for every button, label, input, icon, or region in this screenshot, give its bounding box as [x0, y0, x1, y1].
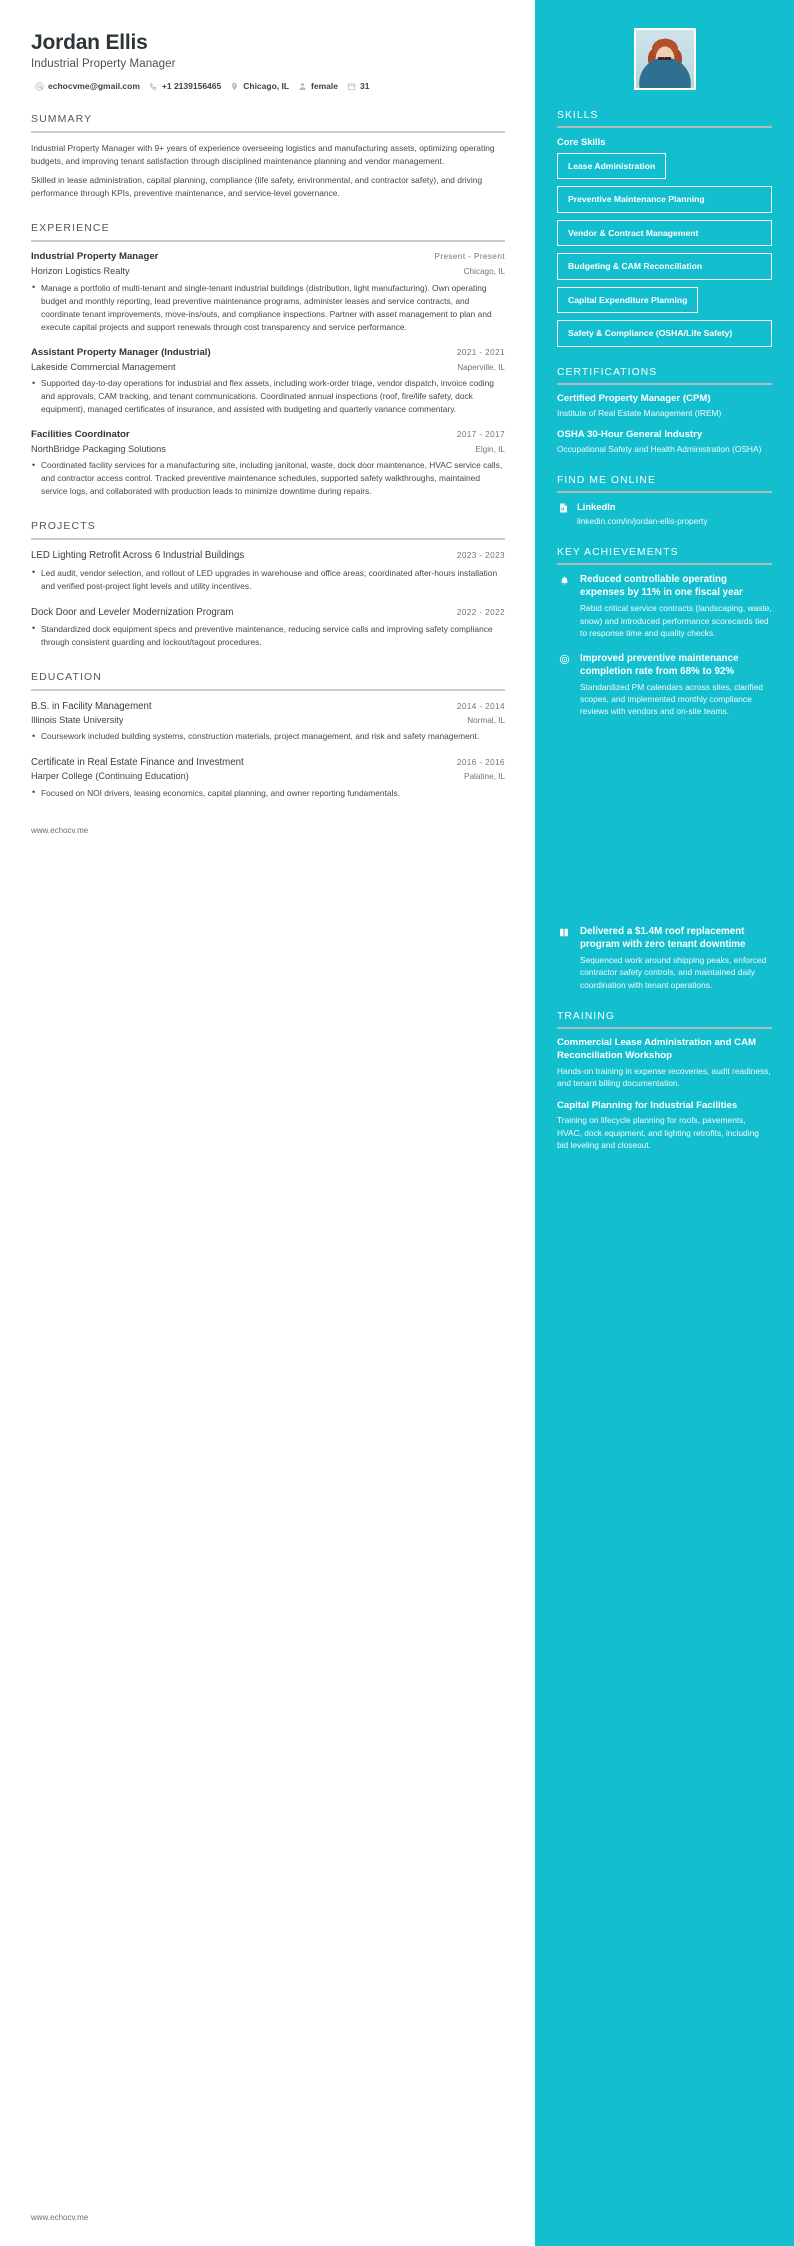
skill-chip: Lease Administration — [557, 153, 666, 179]
section-projects — [31, 520, 505, 648]
job-date: 2021 - 2021 — [456, 347, 505, 357]
certification-name: OSHA 30-Hour General Industry — [557, 428, 703, 440]
project-title: LED Lighting Retrofit Across 6 Industrial Buildings — [31, 550, 245, 562]
job-company: NorthBridge Packaging Solutions — [31, 444, 166, 455]
achievement-description: Sequenced work around shipping peaks, enforced contractor safety controls, and maintained daily coordination with tenant operations. — [580, 954, 767, 990]
section-title-projects: PROJECTS — [31, 520, 96, 533]
person-icon — [298, 82, 307, 91]
entry-header — [31, 549, 505, 562]
achievement-description: Rebid critical service contracts (landscaping, waste, snow) and introduced performance scorecards tied to response time and quality checks. — [580, 603, 772, 639]
sidebar-divider — [557, 383, 772, 385]
contact-age-value: 31 — [359, 81, 370, 92]
entry-header — [31, 347, 505, 360]
achievement-item — [557, 652, 772, 718]
training-description: Training on lifecycle planning for roofs, pavements, HVAC, dock equipment, and lighting retrofits, including bid leveling and closeout. — [557, 1115, 759, 1151]
entry-subheader — [31, 361, 505, 373]
degree-date: 2016 - 2016 — [456, 758, 505, 768]
sidebar-title-skills: SKILLS — [557, 110, 599, 121]
education-entry — [31, 700, 505, 744]
training-item — [557, 1037, 772, 1089]
degree-title: Certificate in Real Estate Finance and Investment — [31, 757, 244, 769]
column-spacer — [557, 730, 772, 925]
section-summary — [31, 113, 505, 200]
skills-subtitle: Core Skills — [557, 136, 606, 147]
achievement-title: Reduced controllable operating expenses by 11% in one fiscal year — [580, 574, 743, 599]
experience-entry — [31, 347, 505, 416]
target-icon — [557, 654, 571, 665]
contact-email — [35, 81, 140, 91]
sidebar-title-online: FIND ME ONLINE — [557, 475, 656, 487]
header-block — [31, 30, 505, 91]
entry-header — [31, 756, 505, 769]
bullet-item: • Coordinated facility services for a manufacturing site, including janitorial, waste, dock door maintenance, HVAC service calls, and contractor access control. Tracked preventive maintenance schedules, supported safety walkthroughs, maintained service logs, and collaborated with production leads to minimize downtime during repairs. — [31, 459, 505, 498]
sidebar-divider — [557, 126, 772, 128]
school-name: Illinois State University — [31, 714, 124, 725]
book-icon — [557, 927, 571, 938]
page-bottom-url[interactable]: www.echocv.me — [31, 2213, 89, 2222]
contact-location-value: Chicago, IL — [243, 81, 290, 92]
education-bullets — [31, 730, 505, 743]
contact-gender — [298, 81, 338, 91]
achievement-title: Improved preventive maintenance completion rate from 68% to 92% — [580, 652, 739, 677]
certification-issuer: Institute of Real Estate Management (IREM) — [557, 408, 722, 419]
achievement-body — [580, 573, 772, 639]
certification-issuer: Occupational Safety and Health Administration (OSHA) — [557, 444, 762, 455]
sidebar-divider — [557, 1027, 772, 1029]
avatar — [634, 28, 696, 90]
entry-header — [31, 251, 505, 264]
sidebar-section-online — [557, 475, 772, 527]
project-date: 2023 - 2023 — [456, 551, 505, 561]
section-divider — [31, 538, 505, 540]
online-url[interactable]: linkedin.com/in/jordan-ellis-property — [577, 515, 708, 526]
job-location: Naperville, IL — [457, 362, 505, 372]
sidebar-title-certifications: CERTIFICATIONS — [557, 366, 658, 378]
experience-entry — [31, 251, 505, 333]
bullet-item: • Manage a portfolio of multi-tenant and single-tenant industrial buildings (distribution, light manufacturing). Own operating budget and monthly reporting, lead preventive maintenance programs, administer leases and service contracts, and coordinate tenant improvements, move-ins/outs, and compliance inspections. Partner with asset management to plan and execute capital projects and support renewals through cost transparency and service performance. — [31, 282, 505, 334]
section-divider — [31, 131, 505, 133]
school-name: Harper College (Continuing Education) — [31, 771, 189, 782]
certification-name: Certified Property Manager (CPM) — [557, 392, 711, 404]
section-title-summary: SUMMARY — [31, 113, 93, 126]
project-entry — [31, 549, 505, 592]
job-title: Assistant Property Manager (Industrial) — [31, 346, 211, 358]
contact-phone-value: +1 2139156465 — [161, 81, 222, 92]
achievement-title: Delivered a $1.4M roof replacement program with zero tenant downtime — [580, 925, 746, 950]
bell-icon — [557, 575, 571, 587]
skill-chip: Capital Expenditure Planning — [557, 287, 698, 313]
certification-item — [557, 393, 772, 420]
footer-url[interactable]: www.echocv.me — [31, 825, 89, 835]
contact-email-value: echocvme@gmail.com — [48, 81, 140, 92]
entry-subheader — [31, 265, 505, 277]
candidate-role: Industrial Property Manager — [31, 58, 176, 71]
summary-paragraph: Industrial Property Manager with 9+ years of experience overseeing logistics and manufacturing assets, optimizing operating budgets, and improving tenant satisfaction through disciplined maintenance planning and vendor management. — [31, 143, 495, 167]
sidebar-title-training: TRAINING — [557, 1011, 615, 1023]
summary-paragraph: Skilled in lease administration, capital planning, compliance (life safety, environmental, and contractor safety), and driving performance through KPIs, preventive maintenance, and service-level governance. — [31, 175, 483, 199]
entry-subheader — [31, 770, 505, 782]
job-date: Present - Present — [434, 252, 505, 262]
sidebar — [535, 0, 794, 2246]
experience-entry — [31, 429, 505, 498]
sidebar-title-achievements: KEY ACHIEVEMENTS — [557, 547, 679, 559]
bullet-item: • Supported day-to-day operations for industrial and flex assets, including work-order triage, vendor dispatch, invoice coding and approvals, CAM tracking, and tenant communications. Coordinated annual inspections (roof, fire/life safety, dock equipment), managed certificates of insurance, and assisted with budgeting and quarterly variance commentary. — [31, 377, 505, 416]
job-bullets — [31, 282, 505, 334]
job-title: Facilities Coordinator — [31, 429, 130, 441]
skill-chip: Safety & Compliance (OSHA/Life Safety) — [557, 320, 772, 346]
education-entry — [31, 756, 505, 800]
section-title-education: EDUCATION — [31, 670, 102, 683]
section-divider — [31, 689, 505, 691]
project-entry — [31, 606, 505, 649]
achievement-description: Standardized PM calendars across sites, clarified scopes, and implemented monthly compliance reviews with vendors and on-site teams. — [580, 681, 763, 717]
achievement-body — [580, 925, 772, 991]
job-location: Elgin, IL — [475, 445, 505, 455]
sidebar-section-skills — [557, 110, 772, 347]
job-bullets — [31, 377, 505, 416]
email-icon — [35, 82, 44, 91]
job-date: 2017 - 2017 — [456, 430, 505, 440]
achievement-item — [557, 925, 772, 991]
sidebar-section-certifications — [557, 367, 772, 456]
project-bullets — [31, 567, 505, 593]
certification-item — [557, 429, 772, 456]
bullet-item: • Focused on NOI drivers, leasing economics, capital planning, and owner reporting fundamentals. — [31, 787, 505, 800]
skill-chip: Budgeting & CAM Reconciliation — [557, 253, 772, 279]
section-experience — [31, 222, 505, 498]
school-location: Palatine, IL — [464, 772, 505, 782]
skill-chip: Vendor & Contract Management — [557, 220, 772, 246]
achievement-item — [557, 573, 772, 639]
avatar-portrait — [636, 30, 694, 88]
job-company: Horizon Logistics Realty — [31, 266, 130, 277]
entry-subheader — [31, 443, 505, 455]
education-bullets — [31, 787, 505, 800]
degree-date: 2014 - 2014 — [456, 701, 505, 711]
job-title: Industrial Property Manager — [31, 251, 159, 263]
sidebar-divider — [557, 563, 772, 565]
bullet-item: • Coursework included building systems, construction materials, project management, and risk and safety management. — [31, 730, 505, 743]
project-bullets — [31, 623, 505, 649]
school-location: Normal, IL — [467, 715, 505, 725]
entry-header — [31, 606, 505, 619]
job-bullets — [31, 459, 505, 498]
project-title: Dock Door and Leveler Modernization Program — [31, 606, 234, 618]
project-date: 2022 - 2022 — [456, 607, 505, 617]
location-pin-icon — [230, 82, 239, 91]
sidebar-divider — [557, 491, 772, 493]
entry-header — [31, 429, 505, 442]
section-title-experience: EXPERIENCE — [31, 222, 110, 235]
entry-subheader — [31, 714, 505, 726]
calendar-icon — [347, 82, 356, 91]
bullet-item: • Standardized dock equipment specs and preventive maintenance, reducing service calls and improving safety compliance through consistent guarding and lockout/tagout procedures. — [31, 623, 505, 649]
online-profile-linkedin[interactable] — [557, 501, 772, 527]
bullet-item: • Led audit, vendor selection, and rollout of LED upgrades in warehouse and office areas; coordinated after-hours installation and verified post-project light levels and utility incentives. — [31, 567, 505, 593]
skill-chip: Preventive Maintenance Planning — [557, 186, 772, 212]
candidate-name: Jordan Ellis — [31, 31, 148, 54]
contact-location — [230, 81, 289, 91]
degree-title: B.S. in Facility Management — [31, 700, 152, 712]
entry-header — [31, 700, 505, 713]
sidebar-section-achievements — [557, 547, 772, 991]
training-item — [557, 1100, 772, 1152]
contact-age — [347, 81, 369, 91]
linkedin-icon — [557, 502, 569, 514]
contact-phone — [149, 81, 221, 91]
phone-icon — [149, 82, 158, 91]
job-location: Chicago, IL — [463, 267, 505, 277]
training-name: Capital Planning for Industrial Facilities — [557, 1099, 738, 1111]
training-name: Commercial Lease Administration and CAM Reconciliation Workshop — [557, 1037, 757, 1062]
achievement-body — [580, 652, 772, 718]
section-divider — [31, 240, 505, 242]
job-company: Lakeside Commercial Management — [31, 361, 176, 372]
section-education — [31, 671, 505, 800]
online-label: LinkedIn — [577, 501, 616, 513]
contact-row — [35, 81, 505, 91]
contact-gender-value: female — [311, 81, 338, 92]
training-description: Hands-on training in expense recoveries, audit readiness, and tenant billing documentation. — [557, 1065, 771, 1089]
sidebar-section-training — [557, 1011, 772, 1151]
